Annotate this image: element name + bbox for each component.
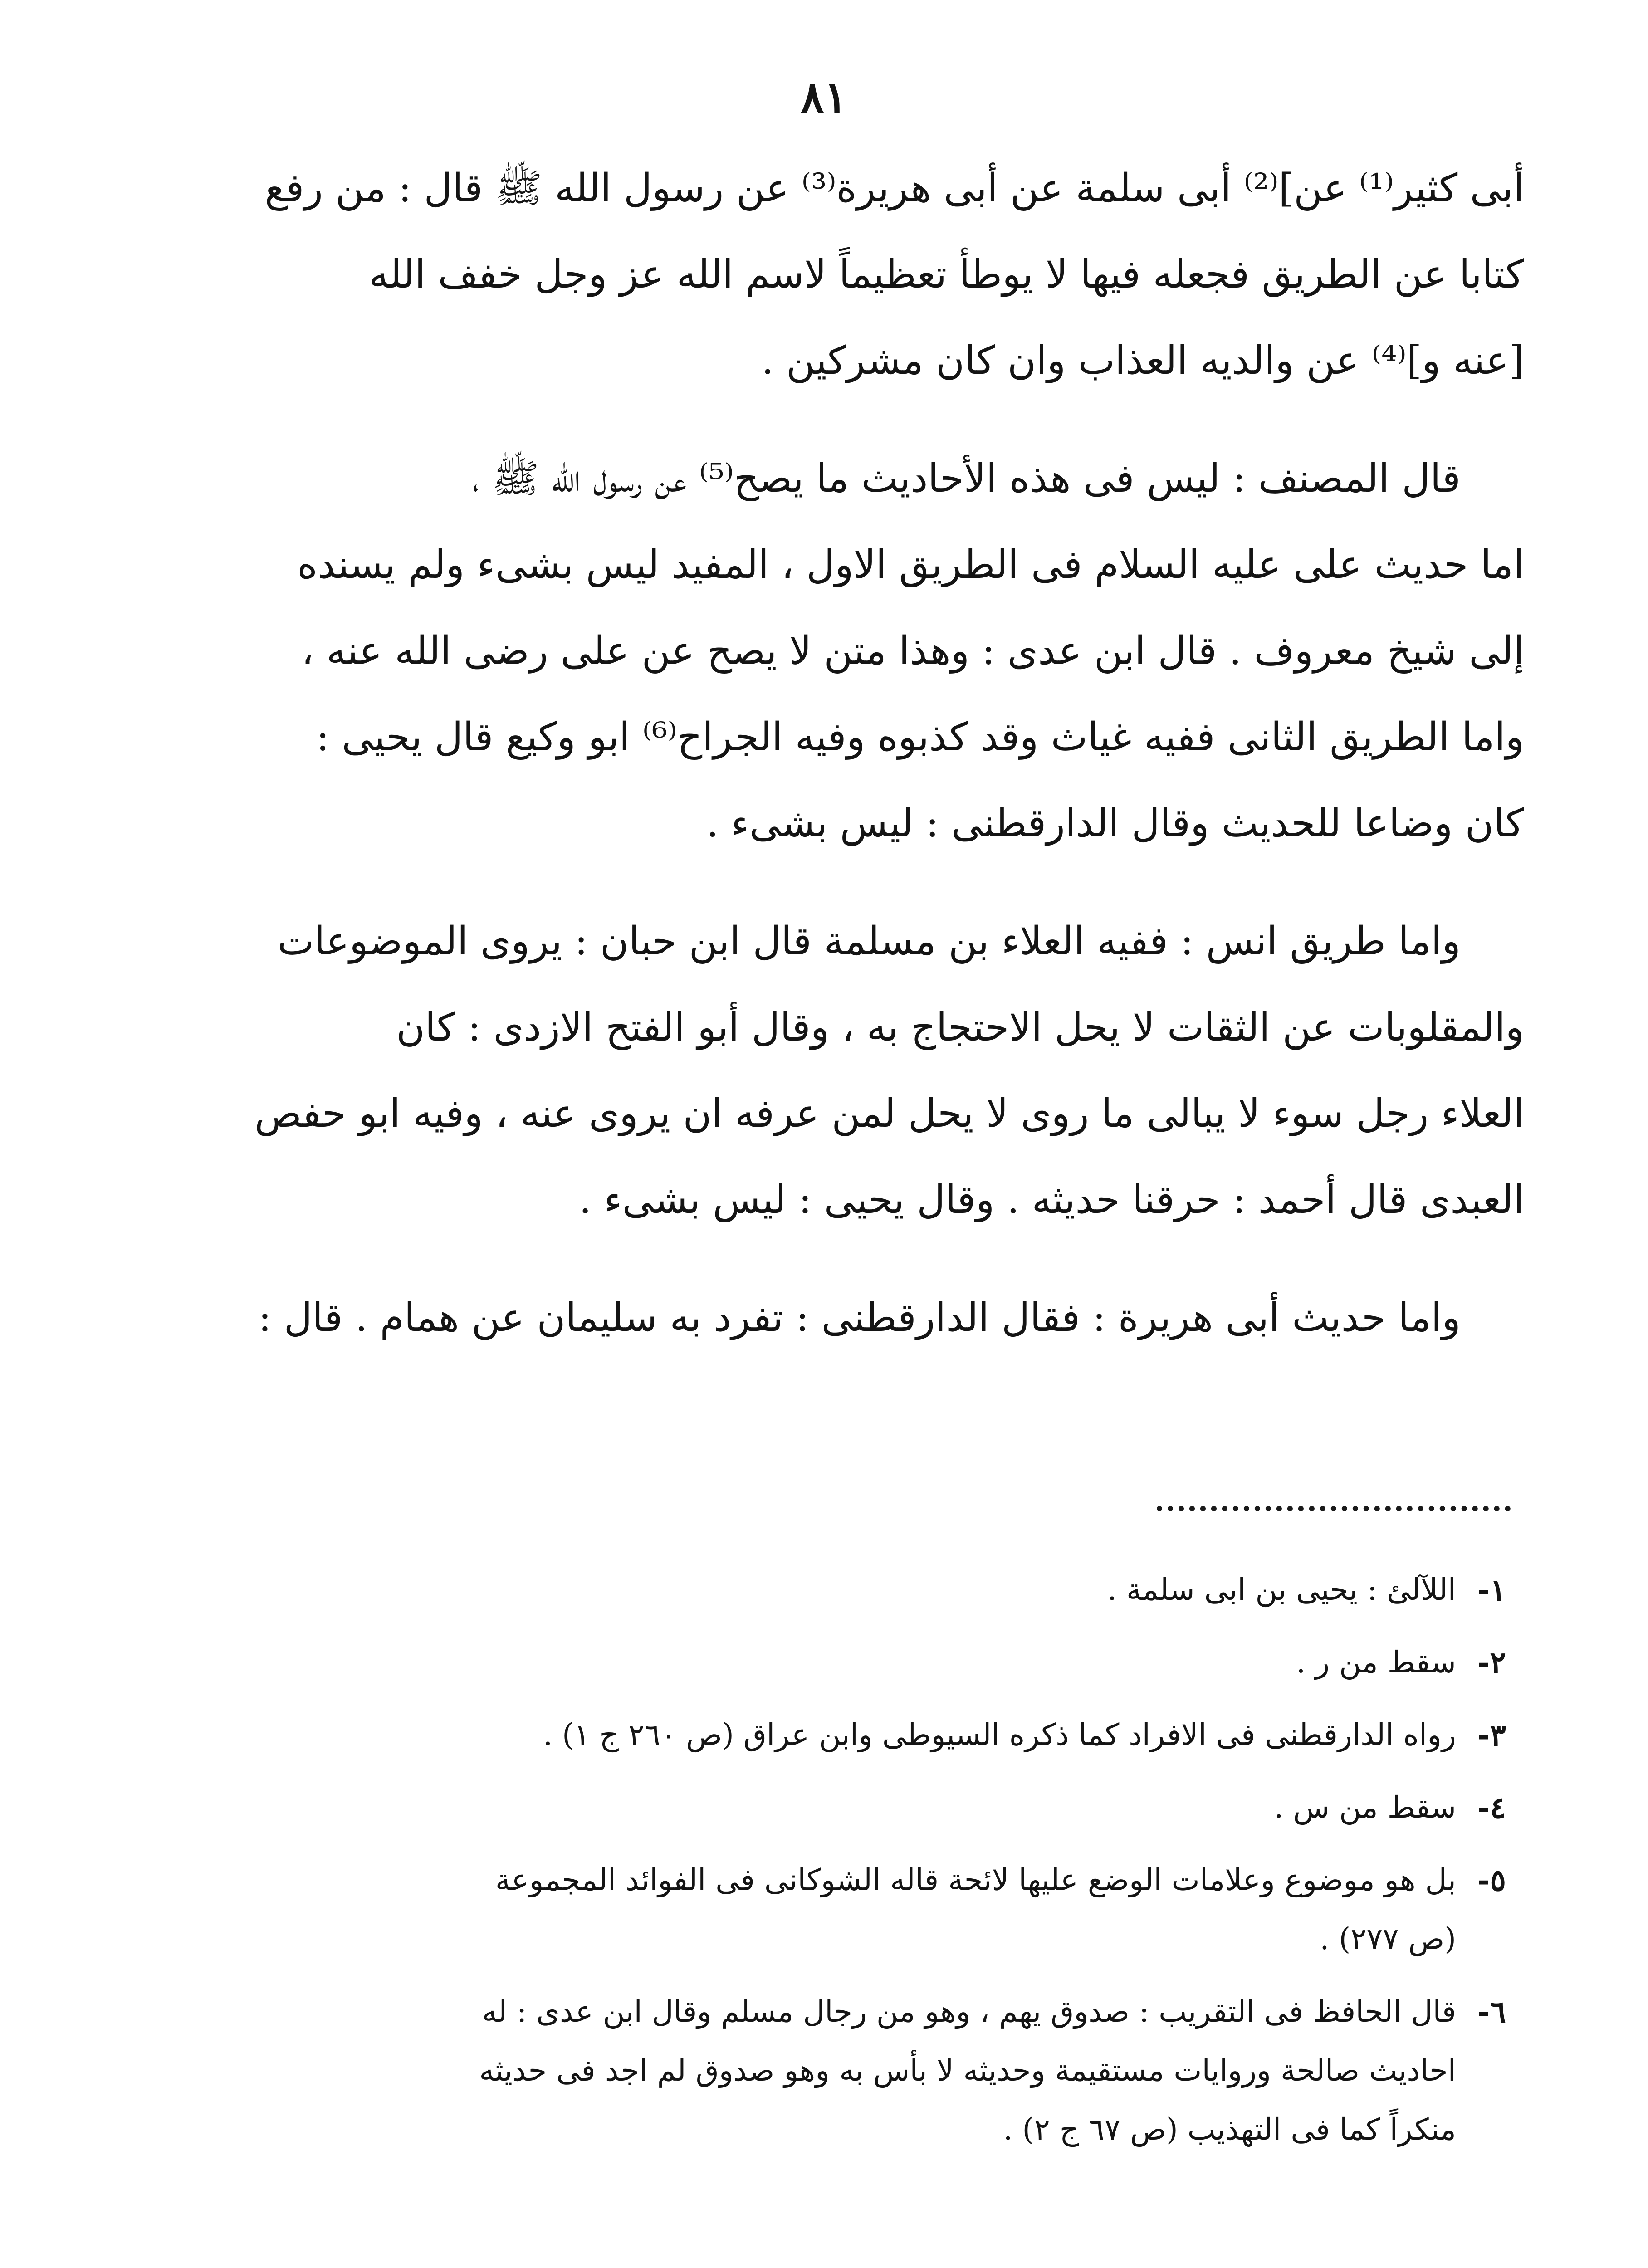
footnote-line: بل هو موضوع وعلامات الوضع عليها لائحة قاله الشوكانى فى الفوائد المجموعة [495, 1862, 1456, 1897]
footnote-text [163, 1778, 1456, 1837]
text-line: كتابا عن الطريق فجعله فيها لا يوطأ تعظيماً لاسم الله عز وجل خفف الله [369, 252, 1524, 297]
text-line: والمقلوبات عن الثقات لا يحل الاحتجاج به ، وقال أبو الفتح الازدى : كان [396, 1005, 1524, 1050]
footnote-text [163, 1851, 1456, 1969]
footnotes [163, 1560, 1506, 2173]
footnote-number: ١- [1477, 1572, 1506, 1608]
footnote-1 [163, 1560, 1506, 1619]
footnote-line: (ص ٢٧٧) . [1320, 1921, 1456, 1956]
footnote-separator [1157, 1506, 1511, 1511]
footnote-line: قال الحافظ فى التقريب : صدوق يهم ، وهو من رجال مسلم وقال ابن عدى : له [482, 1994, 1456, 2029]
text-line: أبى كثير⁽¹⁾ عن]⁽²⁾ أبى سلمة عن أبى هريرة⁽³⁾ عن رسول الله ﷺ قال : من رفع [264, 166, 1524, 211]
footnote-number: ٥- [1477, 1862, 1506, 1898]
footnote-line: منكراً كما فى التهذيب (ص ٦٧ ج ٢) . [1003, 2112, 1456, 2147]
footnote-text [163, 1982, 1456, 2159]
footnote-6 [163, 1982, 1506, 2159]
page-number: ٨١ [800, 72, 848, 123]
paragraph-2 [163, 435, 1524, 866]
footnote-number: ٤- [1477, 1790, 1506, 1825]
main-text [163, 145, 1524, 1361]
footnote-3 [163, 1706, 1506, 1765]
footnote-line: اللآلئ : يحيى بن ابى سلمة . [1107, 1572, 1456, 1607]
text-line: واما حديث أبى هريرة : فقال الدارقطنى : تفرد به سليمان عن همام . قال : [258, 1295, 1461, 1340]
text-line: اما حديث على عليه السلام فى الطريق الاول ، المفيد ليس بشىء ولم يسنده [297, 542, 1524, 587]
footnote-number: ٣- [1477, 1717, 1506, 1753]
footnote-number: ٢- [1477, 1645, 1506, 1680]
paragraph-1 [163, 145, 1524, 404]
footnote-text [163, 1560, 1456, 1619]
text-line: واما الطريق الثانى ففيه غياث وقد كذبوه وفيه الجراح⁽⁶⁾ ابو وكيع قال يحيى : [316, 714, 1524, 760]
text-line: العبدى قال أحمد : حرقنا حديثه . وقال يحيى : ليس بشىء . [579, 1177, 1524, 1222]
footnote-5 [163, 1851, 1506, 1969]
footnote-line: سقط من س . [1274, 1790, 1456, 1825]
paragraph-4 [163, 1275, 1524, 1361]
footnote-text [163, 1706, 1456, 1765]
footnote-number: ٦- [1477, 1994, 1506, 2029]
text-line: قال المصنف : ليس فى هذه الأحاديث ما يصح⁽⁵⁾ عن رسول الله ﷺ ، [472, 456, 1461, 501]
text-line: إلى شيخ معروف . قال ابن عدى : وهذا متن لا يصح عن على رضى الله عنه ، [301, 628, 1524, 674]
footnote-line: سقط من ر . [1296, 1645, 1456, 1680]
text-line: [عنه و]⁽⁴⁾ عن والديه العذاب وان كان مشركين . [761, 338, 1524, 383]
text-line: العلاء رجل سوء لا يبالى ما روى لا يحل لمن عرفه ان يروى عنه ، وفيه ابو حفص [254, 1091, 1524, 1136]
footnote-4 [163, 1778, 1506, 1837]
footnote-line: احاديث صالحة وروايات مستقيمة وحديثه لا بأس به وهو صدوق لم اجد فى حديثه [479, 2053, 1456, 2088]
footnote-2 [163, 1633, 1506, 1692]
text-line: واما طريق انس : ففيه العلاء بن مسلمة قال ابن حبان : يروى الموضوعات [277, 919, 1461, 964]
footnote-line: رواه الدارقطنى فى الافراد كما ذكره السيوطى وابن عراق (ص ٢٦٠ ج ١) . [543, 1717, 1456, 1752]
text-line: كان وضاعا للحديث وقال الدارقطنى : ليس بشىء . [706, 801, 1524, 846]
paragraph-3 [163, 898, 1524, 1243]
footnote-text [163, 1633, 1456, 1692]
